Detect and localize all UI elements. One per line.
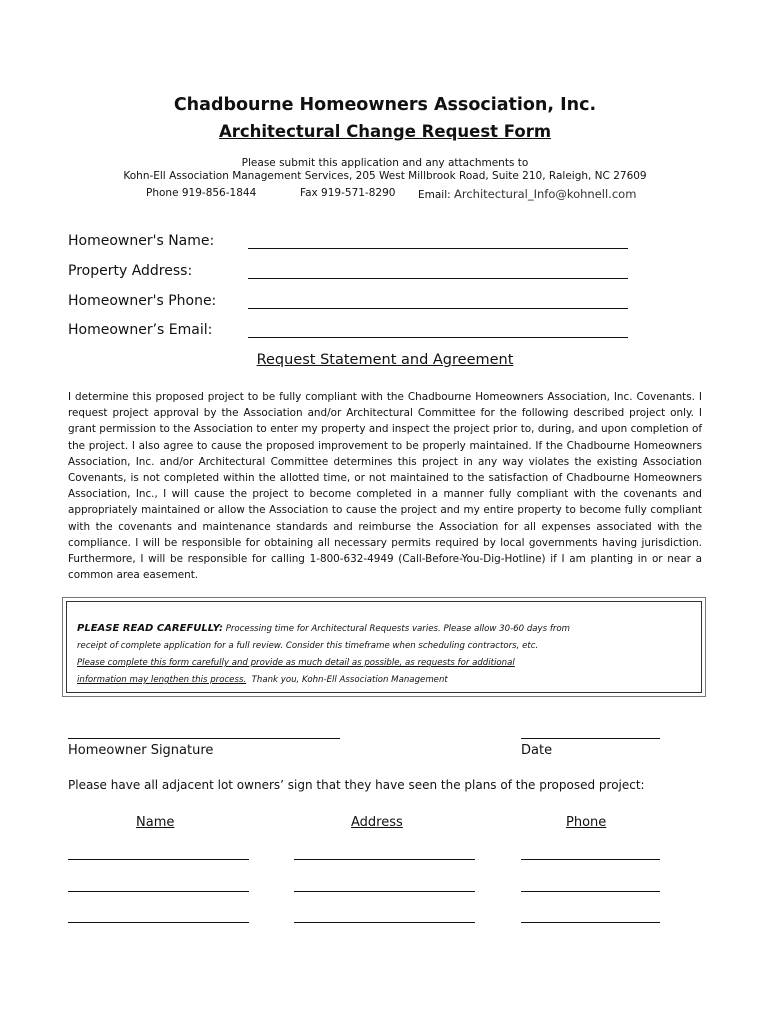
date-label: Date bbox=[521, 743, 553, 758]
notice-text bbox=[77, 620, 692, 689]
adjacent-address-line-2[interactable] bbox=[294, 891, 475, 892]
homeowner-name-input[interactable] bbox=[248, 248, 628, 249]
homeowner-phone-label: Homeowner's Phone: bbox=[68, 293, 217, 309]
organization-name: Chadbourne Homeowners Association, Inc. bbox=[173, 95, 597, 115]
column-header-name: Name bbox=[136, 815, 175, 830]
adjacent-name-line-3[interactable] bbox=[68, 922, 249, 923]
form-title-text: Architectural Change Request Form bbox=[218, 122, 552, 141]
homeowner-email-label: Homeowner’s Email: bbox=[68, 322, 213, 338]
adjacent-phone-line-1[interactable] bbox=[521, 859, 660, 860]
adjacent-name-line-2[interactable] bbox=[68, 891, 249, 892]
property-address-input[interactable] bbox=[248, 278, 628, 279]
contact-line bbox=[146, 187, 766, 199]
submit-instruction: Please submit this application and any attachments to bbox=[241, 157, 529, 169]
homeowner-phone-input[interactable] bbox=[248, 308, 628, 309]
homeowner-email-input[interactable] bbox=[248, 337, 628, 338]
property-address-label: Property Address: bbox=[68, 263, 193, 279]
homeowner-signature-line[interactable] bbox=[68, 738, 340, 739]
notice-line-1: Processing time for Architectural Requests varies. Please allow 30-60 days from bbox=[225, 624, 571, 634]
adjacent-phone-line-3[interactable] bbox=[521, 922, 660, 923]
phone-number: Phone 919-856-1844 bbox=[146, 187, 257, 199]
adjacent-address-line-3[interactable] bbox=[294, 922, 475, 923]
notice-line-2: receipt of complete application for a full review. Consider this timeframe when scheduling contractors, etc. bbox=[77, 641, 539, 651]
notice-box bbox=[66, 601, 702, 693]
agreement-body: I determine this proposed project to be fully compliant with the Chadbourne Homeowners Association, Inc. Covenants. I request project approval by the Association and/or Architectural Committee for the following described project only. I grant permission to the Association to enter my property and inspect the project prior to, during, and upon completion of the project. I also agree to cause the proposed improvement to be properly maintained. If the Chadbourne Homeowners Association, Inc. and/or Architectural Committee determines this project in any way violates the existing Association Covenants, is not completed within the allotted time, or not maintained to the satisfaction of Chadbourne Homeowners Association, Inc., I will cause the project to become completed in a manner fully compliant with the covenants and appropriately maintained or allow the Association to cause the project and my entire property to become fully compliant with the covenants and maintenance standards and reimburse the Association for all expenses associated with the compliance. I will be responsible for obtaining all necessary permits required by local governments having jurisdiction. Furthermore, I will be responsible for calling 1-800-632-4949 (Call-Before-You-Dig-Hotline) if I am planting in or near a common area easement. bbox=[68, 391, 702, 582]
form-title bbox=[0, 122, 770, 141]
date-line[interactable] bbox=[521, 738, 660, 739]
homeowner-signature-label: Homeowner Signature bbox=[68, 743, 214, 758]
column-header-phone: Phone bbox=[566, 815, 607, 830]
notice-lead: PLEASE READ CAREFULLY: bbox=[77, 623, 223, 634]
homeowner-name-label: Homeowner's Name: bbox=[68, 233, 215, 249]
fax-number: Fax 919-571-8290 bbox=[300, 187, 396, 199]
agreement-heading-text: Request Statement and Agreement bbox=[256, 352, 514, 368]
email-link[interactable]: Architectural_Info@kohnell.com bbox=[454, 187, 637, 201]
adjacent-address-line-1[interactable] bbox=[294, 859, 475, 860]
agreement-heading bbox=[0, 352, 770, 368]
notice-closing: Thank you, Kohn-Ell Association Management bbox=[251, 675, 448, 685]
adjacent-owners-instruction: Please have all adjacent lot owners’ sign that they have seen the plans of the proposed project: bbox=[68, 778, 645, 792]
adjacent-name-line-1[interactable] bbox=[68, 859, 249, 860]
notice-line-4: information may lengthen this process. bbox=[77, 675, 247, 685]
notice-line-3: Please complete this form carefully and provide as much detail as possible, as requests for additional bbox=[77, 658, 515, 668]
management-address: Kohn-Ell Association Management Services, 205 West Millbrook Road, Suite 210, Raleigh, NC 27609 bbox=[123, 170, 647, 182]
column-header-address: Address bbox=[351, 815, 403, 830]
adjacent-phone-line-2[interactable] bbox=[521, 891, 660, 892]
email-block bbox=[418, 187, 636, 201]
email-label: Email: bbox=[418, 189, 451, 201]
